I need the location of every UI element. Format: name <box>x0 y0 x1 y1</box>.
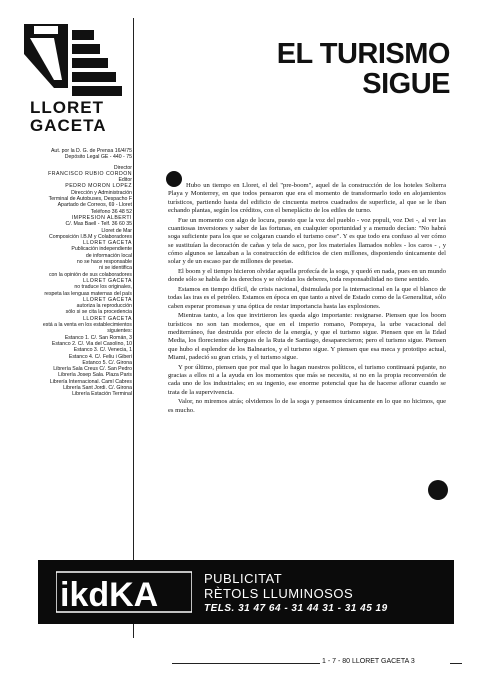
masthead-line: ni se identifica <box>99 265 132 272</box>
masthead-line: Dirección y Administración <box>71 189 132 196</box>
masthead-line: LLORET GACETA <box>83 277 132 284</box>
masthead-line: de información local <box>85 252 132 259</box>
ad-line-phones: TELS. 31 47 64 - 31 44 31 - 31 45 19 <box>204 603 388 614</box>
ad-logo-text: ikdKA <box>60 576 159 614</box>
masthead-line: Estanco 1. C/. San Román, 3 <box>64 334 132 341</box>
masthead-line: Teléfono 36 48 52 <box>90 208 132 215</box>
article-paragraph: Estamos en tiempo difícil, de crisis nacional, disimulada por la internacional en la que el blanco de todas las iras es el petróleo. Estamos en época en que tanto a nivel de Estado como de la Generalitat, sólo caben esperar promesas y una óptica de restar importancia hasta las explosiones. <box>168 286 446 310</box>
column-divider <box>133 18 134 638</box>
page-footer: 1 - 7 - 80 LLORET GACETA 3 <box>322 658 415 665</box>
masthead-line: Apartado de Correos, 69 - Lloret <box>57 202 132 209</box>
masthead-line: Librería Sala Creus C/. San Pedro <box>53 366 132 373</box>
logo-word-gaceta: GACETA <box>30 116 107 135</box>
advertisement-banner <box>38 560 454 624</box>
bullet-dot-end <box>428 480 448 500</box>
masthead-line: autoriza la reproducción <box>76 303 132 310</box>
masthead-line: Editor <box>118 177 132 184</box>
article-body <box>168 182 446 417</box>
logo-word-lloret: LLORET <box>30 98 104 117</box>
masthead-line: Composición I.B.M y Colaboradores <box>48 233 132 240</box>
masthead-line: LLORET GACETA <box>83 240 132 247</box>
masthead-line: PEDRO MORON LOPEZ <box>65 183 132 190</box>
masthead-line: Publicación independiente <box>71 246 132 253</box>
masthead-info <box>16 148 132 398</box>
masthead-line: Librería Sant Jordi. C/. Girona <box>63 384 132 391</box>
masthead-line: Lloret de Mar <box>101 227 132 234</box>
masthead-line: Estanco 3. C/. Venecia, 1 <box>73 347 132 354</box>
masthead-line: Librería Estación Terminal <box>72 391 132 398</box>
ad-line-retols: RÈTOLS LLUMINOSOS <box>204 586 354 601</box>
masthead-line: C/. Mas Baell - Telf. 36 60 35 <box>65 221 132 228</box>
article-paragraph: El boom y el tiempo hicieron olvidar aquella profecía de la soga, y quedó en nada, pues en un mundo donde sólo se habla de los derechos y se olvidan los deberes, toda responsabilidad no tiene sentido. <box>168 267 446 284</box>
masthead-line: Librería Josep Sala. Plaza Paris <box>58 372 132 379</box>
article-paragraph: Fue un momento con algo de locura, puesto que la voz del pueblo - voz populi, voz Dei -, al ver las cuantiosas inversiones y saber de las fortunas, en cualquier oportunidad y a menudo decían: "No habrá soga suficiente para los que se colgaran cuando el turismo cese". Y es que todo era confuso al ver cómo se sustituían la decoración de cañas y tela de saco, por los materiales llamados nobles - los caros - , y cómo algunos se lanzaban a la construcción de edificios de cien millones, disponiendo únicamente del solar y de un escaso par de millones de pesetas. <box>168 216 446 266</box>
ikdka-logo-icon <box>56 570 192 614</box>
masthead-line: LLORET GACETA <box>83 315 132 322</box>
masthead-line: Terminal de Autobuses, Despacho F <box>48 196 132 203</box>
masthead-line: no se hace responsable <box>76 259 132 266</box>
article-title-line2: SIGUE <box>362 68 450 100</box>
article-paragraph: Y por último, piensen que por mal que lo hagan nuestros políticos, el turismo continuará pujante, no gracias a ellos ni a la ayuda en los momentos que más se necesita, si no en la propia reconversión de cada uno de los industriales; en su ingenio, ese enorme potencial que ha de hacerse aflorar cuando se trata de la supervivencia. <box>168 363 446 396</box>
article-paragraph: Valor, no miremos atrás; olvidemos lo de la soga y pensemos únicamente en lo que no hicimos, que es mucho. <box>168 398 446 414</box>
masthead-line: FRANCISCO RUBIO CORDON <box>48 170 132 177</box>
masthead-line: Estanco 4. C/. Feliu i Giberi <box>68 353 132 360</box>
masthead-line: Aut. por la D. G. de Prensa 16/4/75 <box>50 148 132 154</box>
masthead-line: Estanco 5. C/. Girona <box>82 359 132 366</box>
article-title-line1: EL TURISMO <box>276 38 450 70</box>
article-paragraph: Hubo un tiempo en Lloret, el del "pre-boom", aquel de la construcción de los hoteles Solterra Playa y Monterrey, en que todos pensaron que era el momento de transformarlo todo en alojamientos turísticos, partiendo hasta del edificio de cincuenta metros cuadrados de superficie, al que se le iban echando plantas, según los créditos, con el beneplácito de los ediles de turno. <box>168 182 446 214</box>
footer-rule-left <box>172 663 320 664</box>
masthead-line: LLORET GACETA <box>83 296 132 303</box>
masthead-line: con la opinión de sus colaboradores <box>48 271 132 278</box>
masthead-line: sólo si se cita la procedencia <box>65 309 132 316</box>
masthead-line: siguientes: <box>107 328 132 335</box>
lloret-gaceta-logo-icon <box>24 24 122 102</box>
masthead-line: IMPRESION ALBERTI <box>71 214 132 221</box>
masthead-line: está a la venta en los establecimientos <box>42 322 132 329</box>
masthead-line: Director <box>113 164 132 171</box>
masthead-line: no traduce los originales, <box>74 284 132 291</box>
masthead-line: Depósito Legal GE - 440 - 75 <box>64 154 132 161</box>
ad-line-publicitat: PUBLICITAT <box>204 571 283 586</box>
masthead-line: respeta las lenguas maternas del país <box>44 290 132 297</box>
article-paragraph: Mientras tanto, a los que invirtieron les queda algo importante: resignarse. Piensen que los boom turísticos no son tan modernos, que en el imperio romano, Pompeya, la urbe vacacional del mediterráneo, fue destruida por efecto de la energía, y que el turismo sigue. Piensen que en la Edad Media, los florecientes albergues de la Ruta de Santiago, desaparecieron; pero el turismo sigue. Piensen que hubo el esplendor de los Balnearios, y el turismo sigue. Y piensen que esa meca y prototipo actual, Miami, padeció su gran crisis, y el turismo sigue. <box>168 312 446 361</box>
masthead-line: Estanco 2. C/. Via del Casolino, 10 <box>51 340 132 347</box>
footer-rule-right <box>450 663 462 664</box>
masthead-line: Librería Internacional. Camí Cabres <box>49 378 132 385</box>
